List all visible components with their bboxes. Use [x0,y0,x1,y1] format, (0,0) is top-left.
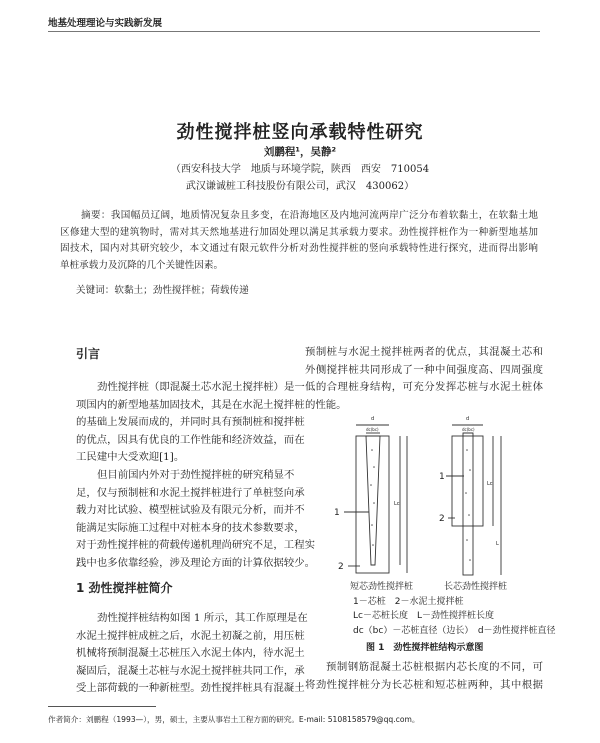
label-2-right: 2 [439,514,445,524]
text-line: 凝固后，混凝土芯桩与水泥土搅拌桩共同工作，承 [76,664,305,677]
authors: 刘鹏程¹，吴静² [263,146,337,158]
text-line: 践中也多依靠经验，涉及理论方面的计算依据较少。 [76,557,315,569]
affiliation-2: 武汉谦诚桩工科技股份有限公司，武汉 430062） [185,181,415,192]
text-line: 但目前国内外对于劲性搅拌桩的研究稍显不 [97,469,295,481]
figure-legend-2: Lc－芯桩长度 L－劲性搅拌桩长度 [353,611,494,621]
text-line: 的性能。 [305,398,347,411]
text-line: 固技术，国内对其研究较少，本文通过有限元软件分析对劲性搅拌桩的竖向承载特性进行探究，进而得出影响 [60,243,538,254]
text-line: 足，仅与预制桩和水泥土搅拌桩进行了单桩竖向承 [76,486,305,499]
text-line: 机械将预制混凝土芯桩压入水泥土体内，待水泥土 [76,647,305,660]
label-1-right: 1 [439,472,445,482]
text-line: 劲性搅拌桩（即混凝土芯水泥土搅拌桩）是一 [97,381,305,393]
text-line: 水泥土搅拌桩成桩之后，水泥土初凝之前，用压桩 [76,629,305,642]
running-header: 地基处理理论与实践新发展 [48,18,163,29]
paper-title: 劲性搅拌桩竖向承载特性研究 [176,122,424,143]
text-line: 预制桩与水泥土搅拌桩两者的优点，其混凝土芯和 [305,346,543,358]
section-heading-1: 1 劲性搅拌桩简介 [76,581,173,595]
section-heading-intro: 引言 [76,347,101,361]
text-line: 对于劲性搅拌桩的荷载传递机理尚研究不足，工程实 [76,539,315,552]
short-core-mixing-pile [356,436,389,573]
label-d-right: d [466,416,470,422]
text-line: 单桩承载力及沉降的几个关键性因素。 [60,259,224,271]
footnote-rule [48,706,156,707]
text-line: 能满足实际施工过程中对桩本身的技术参数要求， [76,521,305,534]
label-2-left: 2 [338,562,344,572]
text-line: 工民建中大受欢迎[1]。 [76,451,185,464]
text-line: 的基础上发展而成的，并同时具有预制桩和搅拌桩 [76,416,305,429]
figure-caption: 图 1 劲性搅拌桩结构示意图 [366,643,484,653]
pile-structure-figure [320,405,560,585]
figure-legend-3: dc（bc）－芯桩直径（边长） d－劲性搅拌桩直径 [353,626,556,636]
text-line: 载力对比试验、模型桩试验及有限元分析，而并不 [76,504,305,517]
figure-left-label: 短芯劲性搅拌桩 [350,582,414,592]
long-core-concrete-pile [463,433,473,575]
text-line: 区修建大型的建筑物时，需对其天然地基进行加固处理以满足其承载力要求。劲性搅拌桩作为一种新型地基加 [60,226,538,238]
affiliation-1: （西安科技大学 地质与环境学院，陕西 西安 710054 [170,164,430,175]
text-line: 摘要：我国幅员辽阔，地质情况复杂且多变，在沿海地区及内地河流两岸广泛分布着软黏土，在软黏土地 [81,210,538,221]
label-lc-left: Lc [394,501,400,507]
label-dc-left: dc(bc) [366,427,379,432]
text-line: 预制钢筋混凝土芯桩根据内芯长度的不同，可 [326,661,543,673]
label-1-left: 1 [334,508,340,518]
text-line: 劲性搅拌桩结构如图 1 所示，其工作原理是在 [97,612,308,624]
label-lc-right: Lc [487,481,493,487]
header-rule [48,31,540,32]
figure-right-label: 长芯劲性搅拌桩 [444,582,508,592]
keywords: 关键词：软黏土；劲性搅拌桩；荷载传递 [76,285,249,296]
figure-legend-1: 1－芯桩 2－水泥土搅拌桩 [353,597,464,607]
label-dc-right: dc(bc) [462,427,475,432]
text-line: 外侧搅拌桩共同形成了一种中间强度高、四周强度 [305,363,543,376]
text-line: 受上部荷载的一种新桩型。劲性搅拌桩具有混凝土 [76,682,305,695]
text-line: 的优点，因具有优良的工作性能和经济效益，而在 [76,433,305,446]
text-line: 将劲性搅拌桩分为长芯桩和短芯桩两种，其中根据 [305,678,543,691]
text-line: 项国内的新型地基加固技术，其是在水泥土搅拌桩 [76,398,305,411]
text-line: 低的合理桩身结构，可充分发挥芯桩与水泥土桩体 [305,381,543,394]
author-footnote: 作者简介：刘鹏程（1993—），男，硕士，主要从事岩土工程方面的研究。E-mail: 5108158579@qq.com。 [48,715,420,724]
label-d-left: d [371,416,375,422]
label-l-right: L [496,541,499,547]
